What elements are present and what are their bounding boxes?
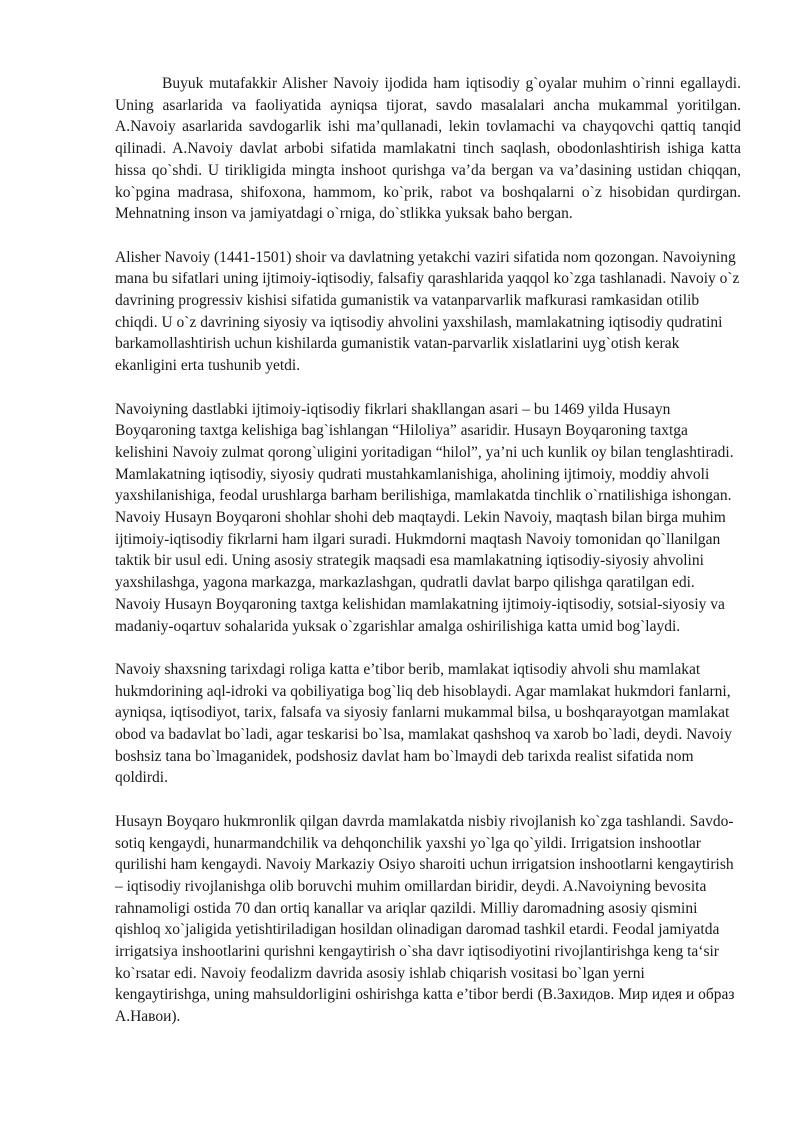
paragraph-ruler-role: Navoiy shaxsning tarixdagi roliga katta e’tibor berib, mamlakat iqtisodiy ahvoli shu mamlakat hukmdorining aql-idroki va qobiliyatiga bog`liq deb hisoblaydi. Agar mamlakat hukmdori fanlarni, ayniqsa, iqtisodiyot, tarix, falsafa va siyosiy fanlarni mukammal bilsa, u boshqarayotgan mamlakat obod va badavlat bo`ladi, agar teskarisi bo`lsa, mamlakat qashshoq va xarob bo`ladi, deydi. Navoiy boshsiz tana bo`lmaganidek, podshosiz davlat ham bo`lmaydi deb tarixda realist sifatida nom qoldirdi.: [115, 660, 732, 787]
paragraph-irrigation: Husayn Boyqaro hukmronlik qilgan davrda mamlakatda nisbiy rivojlanish ko`zga tashlandi. Savdo-sotiq kengaydi, hunarmandchilik va dehqonchilik yaxshi yo`lga qo`yildi. Irrigatsion inshootlar qurilishi ham kengaydi. Navoiy Markaziy Osiyo sharoiti uchun irrigatsion inshootlarni kengaytirish – iqtisodiy rivojlanishga olib boruvchi muhim omillardan biridir, deydi. A.Navoiyning bevosita rahnamoligi ostida 70 dan ortiq kanallar va ariqlar qazildi. Milliy daromadning asosiy qismini qishloq xo`jaligida yetishtiriladigan hosildan olinadigan daromad tashkil etardi. Feodal jamiyatda irrigatsiya inshootlarini qurishni kengaytirish o`sha davr iqtisodiyotini rivojlantirishga keng ta‘sir ko`rsatar edi. Navoiy feodalizm davrida asosiy ishlab chiqarish vositasi bo`lgan yerni kengaytirishga, uning mahsuldorligini oshirishga katta e’tibor berdi (В.Захидов. Мир идея и образ А.Навои).: [115, 812, 735, 1026]
paragraph-intro: Buyuk mutafakkir Alisher Navoiy ijodida ham iqtisodiy g`oyalar muhim o`rinni egallaydi. Uning asarlarida va faoliyatida ayniqsa tijorat, savdo masalalari ancha mukammal yoritilgan. A.Navoiy asarlarida savdogarlik ishi ma’qullanadi, lekin tovlamachi va chayqovchi qattiq tanqid qilinadi. A.Navoiy davlat arbobi sifatida mamlakatni tinch saqlash, obodonlashtirish ishiga katta hissa qo`shdi. U tirikligida mingta inshoot qurishga va’da bergan va va’dasining ustidan chiqqan, ko`pgina madrasa, shifoxona, hammom, ko`prik, rabot va boshqalarni o`z hisobidan qurdirgan. Mehnatning inson va jamiyatdagi o`rniga, do`stlikka yuksak baho bergan.: [115, 75, 741, 223]
paragraph-biography: Alisher Navoiy (1441-1501) shoir va davlatning yetakchi vaziri sifatida nom qozongan. Navoiyning mana bu sifatlari uning ijtimoiy-iqtisodiy, falsafiy qarashlarida yaqqol ko`zga tashlanadi. Navoiy o`z davrining progressiv kishisi sifatida gumanistik va vatanparvarlik mafkurasi ramkasidan otilib chiqdi. U o`z davrining siyosiy va iqtisodiy ahvolini yaxshilash, mamlakatning iqtisodiy qudratini barkamollashtirish uchun kishilarda gumanistik vatan-parvarlik xislatlarini uyg`otish kerak ekanligini erta tushunib yetdi.: [115, 248, 740, 375]
document-page: [115, 73, 741, 1050]
paragraph-hiloliya: Navoiyning dastlabki ijtimoiy-iqtisodiy fikrlari shakllangan asari – bu 1469 yilda Husayn Boyqaroning taxtga kelishiga bag`ishlangan “Hiloliya” asaridir. Husayn Boyqaroning taxtga kelishini Navoiy zulmat qorong`uligini yoritadigan “hilol”, ya’ni uch kunlik oy bilan tenglashtiradi. Mamlakatning iqtisodiy, siyosiy qudrati mustahkamlanishiga, aholining ijtimoiy, moddiy ahvoli yaxshilanishiga, feodal urushlarga barham berilishiga, mamlakatda tinchlik o`rnatilishiga ishongan. Navoiy Husayn Boyqaroni shohlar shohi deb maqtaydi. Lekin Navoiy, maqtash bilan birga muhim ijtimoiy-iqtisodiy fikrlarni ham ilgari suradi. Hukmdorni maqtash Navoiy tomonidan qo`llanilgan taktik bir usul edi. Uning asosiy strategik maqsadi esa mamlakatning iqtisodiy-siyosiy ahvolini yaxshilashga, yagona markazga, markazlashgan, qudratli davlat barpo qilishga qaratilgan edi. Navoiy Husayn Boyqaroning taxtga kelishidan mamlakatning ijtimoiy-iqtisodiy, sotsial-siyosiy va madaniy-oqartuv sohalarida yuksak o`zgarishlar amalga oshirilishiga katta umid bog`laydi.: [115, 400, 734, 635]
